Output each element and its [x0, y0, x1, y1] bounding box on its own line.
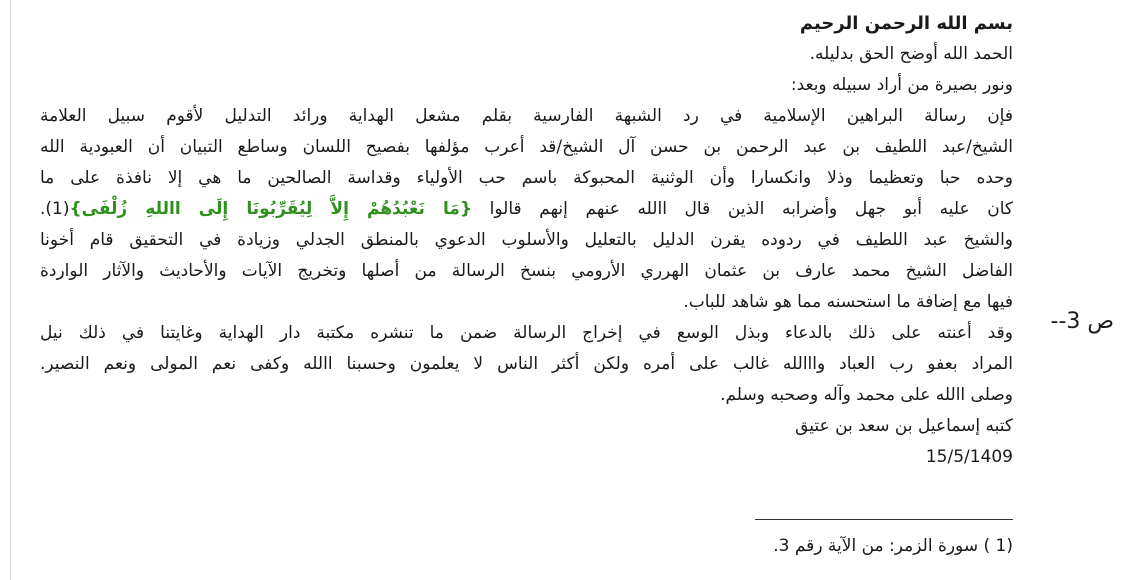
document-body — [40, 8, 1013, 473]
text-line-3: فإن رسالة البراهين الإسلامية في رد الشبهة الفارسية بقلم مشعل الهداية ورائد التدليل لأقوم سبيل العلامة — [40, 106, 1013, 126]
text-line-7: والشيخ عبد اللطيف في ردوده يقرن الدليل بالتعليل والأسلوب الدعوي بالمنطق الجدلي وزيادة في التحقيق قام أخونا — [40, 230, 1013, 250]
text-line-1: الحمد الله أوضح الحق بدليله. — [809, 44, 1013, 64]
text-line-2: ونور بصيرة من أراد سبيله وبعد: — [790, 75, 1013, 95]
text-line-8: الفاضل الشيخ محمد عارف بن عثمان الهرري الأرومي بنسخ الرسالة من أصلها وتخريج الآيات والأحاديث والآثار الواردة — [40, 261, 1013, 281]
signature-date: 15/5/1409 — [925, 447, 1013, 467]
verse-line-prefix: كان عليه أبو جهل وأضرابه الذين قال االله عنهم إنهم قالوا — [472, 199, 1013, 219]
text-line-10: وقد أعنته على ذلك بالدعاء وبذل الوسع في إخراج الرسالة ضمن ما تنشره مكتبة دار الهداية وغايتنا في ذلك نيل — [40, 323, 1013, 343]
footnote-separator — [755, 519, 1013, 520]
signature-line: كتبه إسماعيل بن سعد بن عتيق — [795, 416, 1013, 436]
text-line-5: وحده حبا وتعظيما وذلا وانكسارا وأن الوثنية المحبوكة باسم حب الأولياء وقداسة الصالحين ما هي إلا نافذة على ما — [40, 168, 1013, 188]
text-line-9: فيها مع إضافة ما استحسنه مما هو شاهد للباب. — [683, 292, 1013, 312]
basmala-heading: بسم الله الرحمن الرحيم — [799, 13, 1013, 34]
footnote-text: (1 ) سورة الزمر: من الآية رقم 3. — [773, 536, 1013, 556]
quran-verse: {مَا نَعْبُدُهُمْ إِلاَّ لِيُقَرِّبُونَا إِلَى االلهِ زُلْفَى} — [69, 199, 473, 219]
text-line-4: الشيخ/عبد اللطيف بن عبد الرحمن بن حسن آل الشيخ/قد أعرب مؤلفها بفصيح اللسان وساطع التبيان أن العبودية الله — [40, 137, 1013, 157]
verse-line — [40, 194, 1013, 225]
text-line-12: وصلى االله على محمد وآله وصحبه وسلم. — [720, 385, 1013, 405]
page-number-marker: ص 3-- — [1050, 309, 1114, 334]
page-edge-line — [10, 0, 11, 580]
text-line-11: المراد بعفو رب العباد وااالله غالب على أمره ولكن أكثر الناس لا يعلمون وحسبنا االله وكفى نعم المولى ونعم النصير. — [40, 354, 1013, 374]
footnote-reference: (1). — [40, 199, 70, 219]
